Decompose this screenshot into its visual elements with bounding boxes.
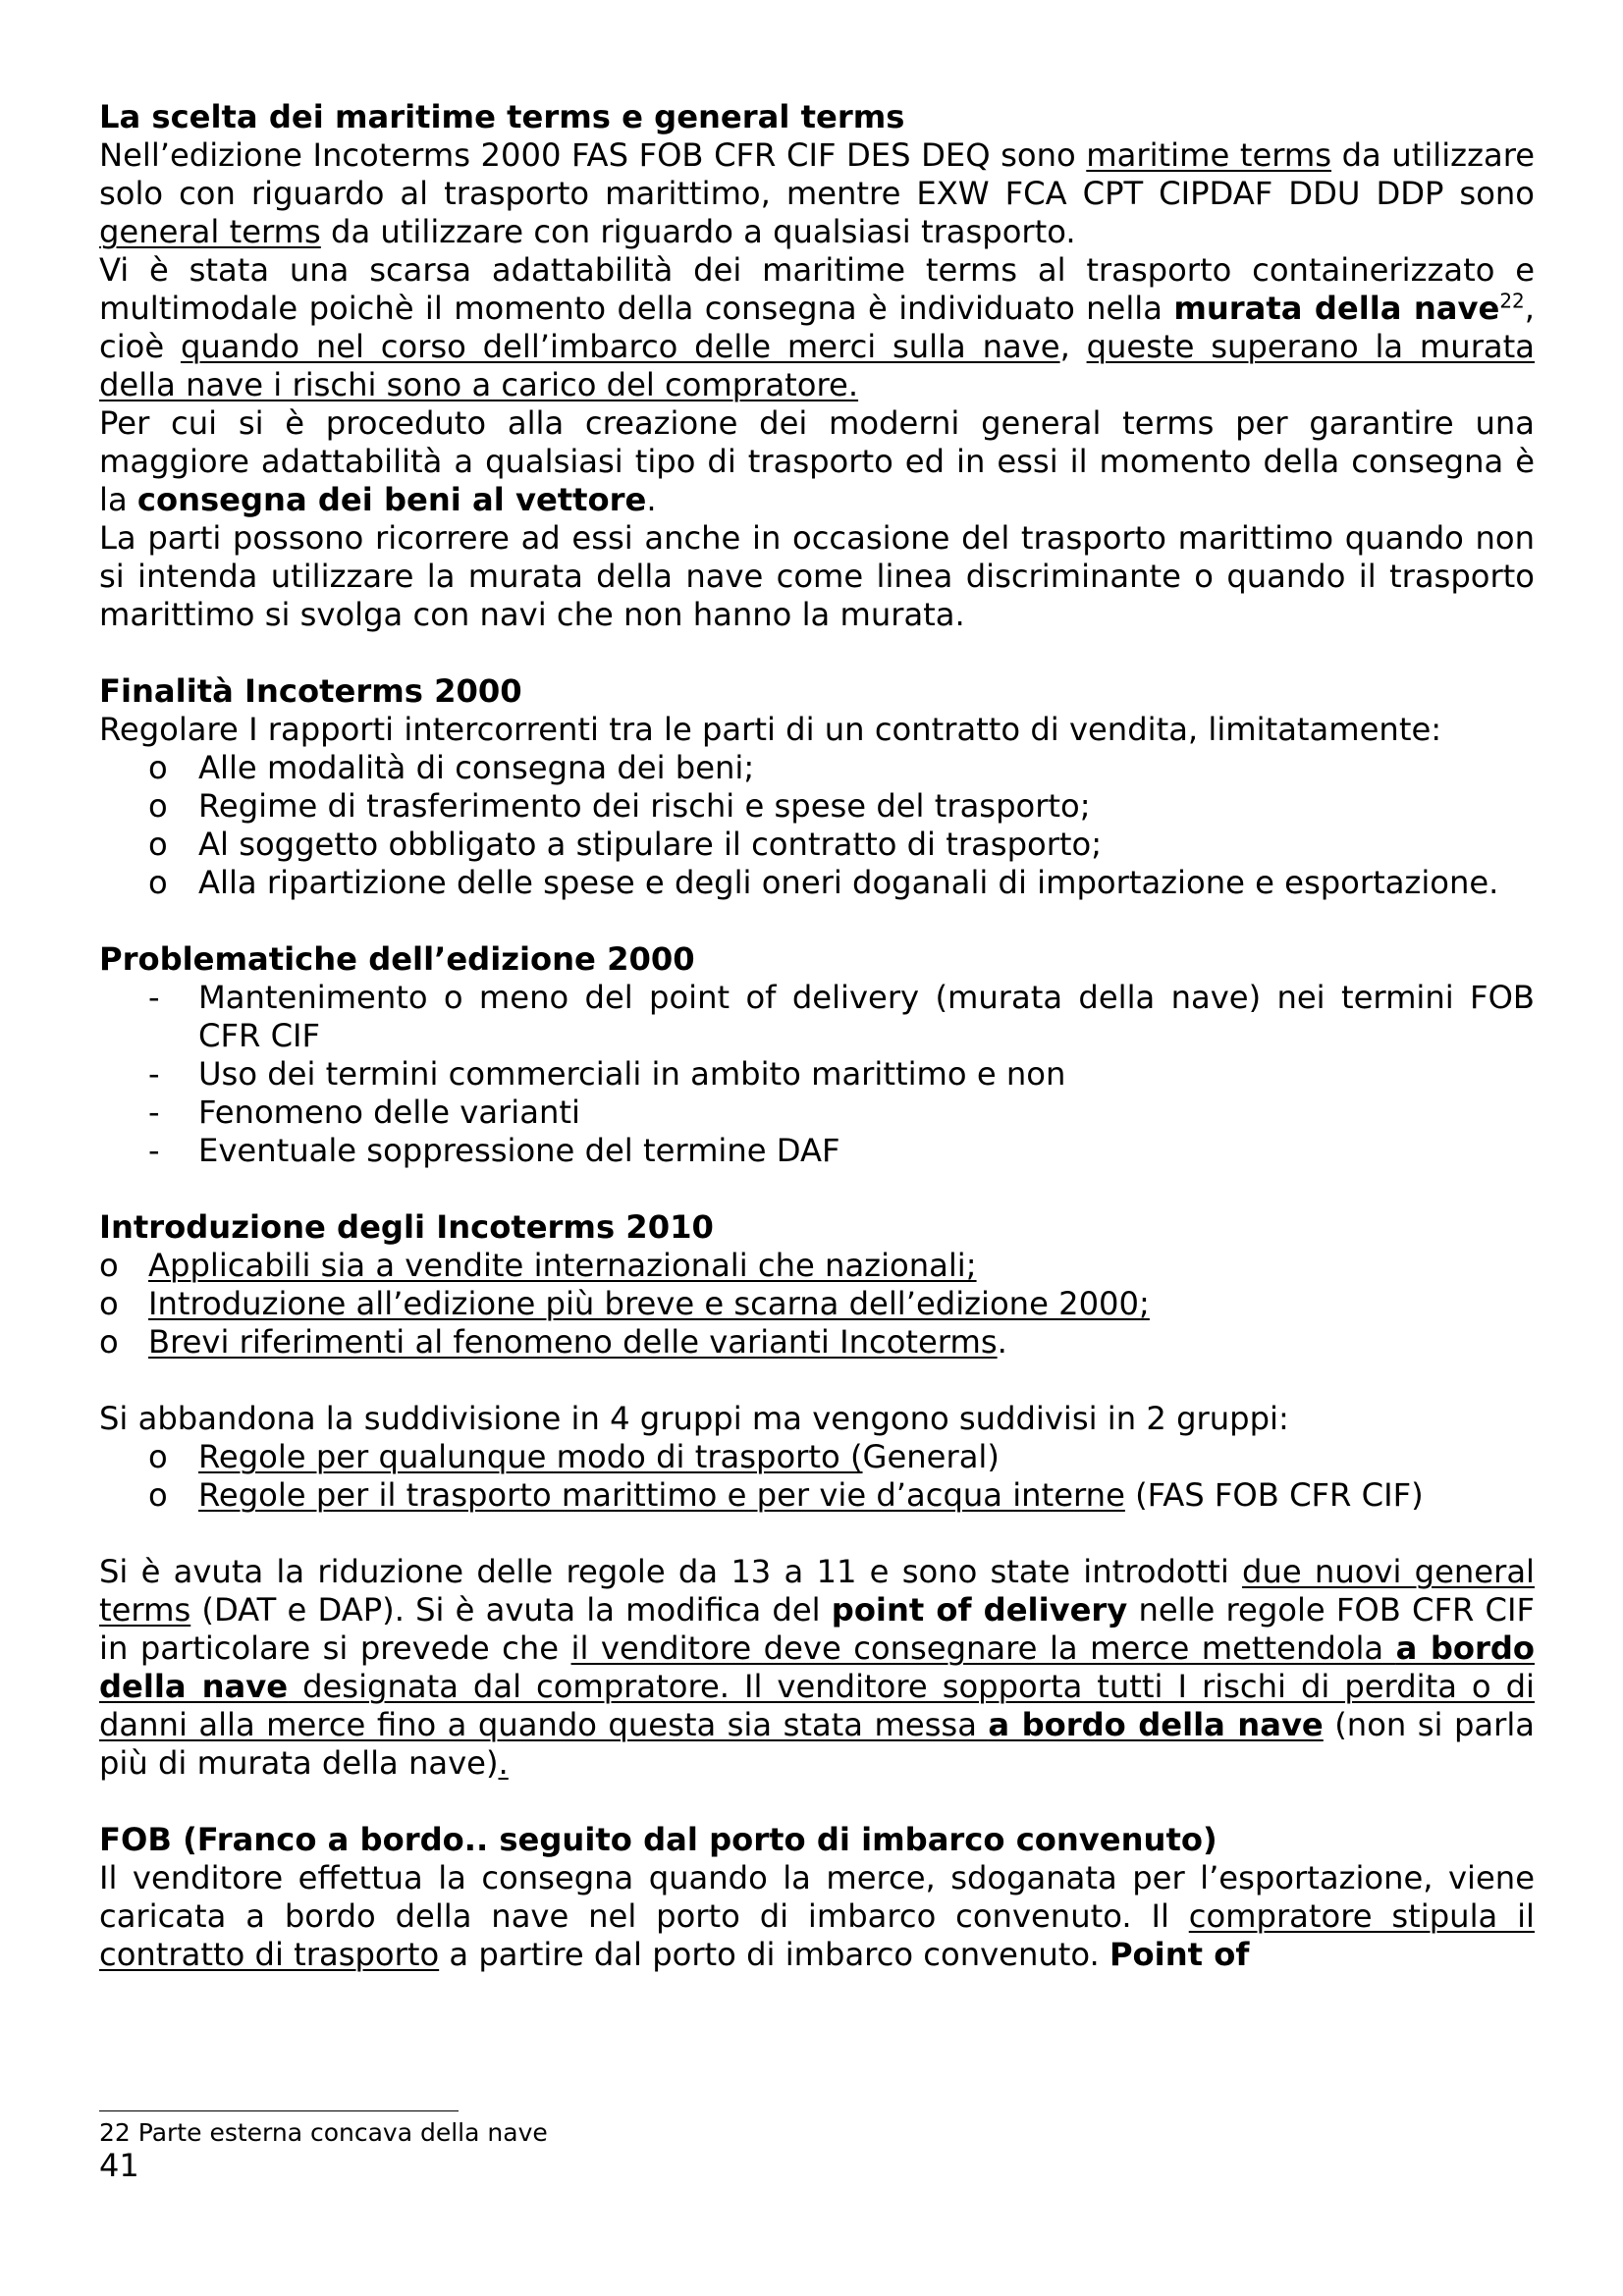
section-title-fob: FOB (Franco a bordo.. seguito dal porto di imbarco convenuto): [99, 1821, 1217, 1858]
section-title-problematiche: Problematiche dell’edizione 2000: [99, 940, 695, 978]
footnote-ref: 22: [1499, 289, 1525, 313]
section-title-finalita: Finalità Incoterms 2000: [99, 672, 522, 710]
paragraph-fob: Il venditore effettua la consegna quando la merce, sdoganata per l’esportazione, viene caricata a bordo della nave nel porto di imbarco convenuto. Il compratore stipula il contratto di trasporto a partire dal porto di imbarco convenuto. Point of: [99, 1859, 1535, 1973]
paragraph-finalita-intro: Regolare I rapporti intercorrenti tra le parti di un contratto di vendita, limitatamente:: [99, 711, 1442, 748]
list-item: o Regole per il trasporto marittimo e per vie d’acqua interne (FAS FOB CFR CIF): [148, 1476, 1424, 1514]
section-title-maritime-general-terms: La scelta dei maritime terms e general terms: [99, 98, 905, 135]
list-item: o Alle modalità di consegna dei beni;: [148, 749, 755, 786]
list-item: o Regime di trasferimento dei rischi e spese del trasporto;: [148, 787, 1091, 825]
finalita-list: [99, 749, 1535, 902]
footnote-text: 22 Parte esterna concava della nave: [99, 2118, 548, 2147]
list-item: - Eventuale soppressione del termine DAF: [148, 1132, 840, 1169]
paragraph-adattabilita: Vi è stata una scarsa adattabilità dei maritime terms al trasporto containerizzato e multimodale poichè il momento della consegna è individuato nella murata della nave$^{22}$, cioè quando nel corso dell’imbarco delle merci sulla nave, queste superano la murata della nave i rischi sono a carico del compratore.: [99, 251, 1535, 403]
incoterms-2010-list: [99, 1247, 1535, 1362]
list-item: o Applicabili sia a vendite internazionali che nazionali;: [99, 1247, 977, 1284]
paragraph-riduzione-regole: Si è avuta la riduzione delle regole da 13 a 11 e sono state introdotti due nuovi general terms (DAT e DAP). Si è avuta la modifica del point of delivery nelle regole FOB CFR CIF in particolare si prevede che il venditore deve consegnare la merce mettendola a bordo della nave designata dal compratore. Il venditore sopporta tutti I rischi di perdita o di danni alla merce fino a quando questa sia stata messa a bordo della nave (non si parla più di murata della nave).: [99, 1553, 1536, 1782]
page-number: 41: [99, 2147, 139, 2184]
list-item: - Uso dei termini commerciali in ambito marittimo e non: [148, 1055, 1066, 1093]
problematiche-list: [99, 979, 1535, 1170]
list-item: o Al soggetto obbligato a stipulare il contratto di trasporto;: [148, 826, 1103, 863]
paragraph-incoterms-2000: Nell’edizione Incoterms 2000 FAS FOB CFR CIF DES DEQ sono maritime terms da utilizzare solo con riguardo al trasporto marittimo, mentre EXW FCA CPT CIPDAF DDU DDP sono general terms da utilizzare con riguardo a qualsiasi trasporto.: [99, 136, 1536, 250]
list-item: o Regole per qualunque modo di trasporto (General): [148, 1438, 1000, 1475]
list-item: o Alla ripartizione delle spese e degli oneri doganali di importazione e esportazione.: [148, 864, 1499, 901]
paragraph-parti: La parti possono ricorrere ad essi anche in occasione del trasporto marittimo quando non si intenda utilizzare la murata della nave come linea discriminante o quando il trasporto marittimo si svolga con navi che non hanno la murata.: [99, 519, 1535, 633]
document-page: [99, 98, 1535, 1974]
paragraph-general-terms: Per cui si è proceduto alla creazione dei moderni general terms per garantire una maggiore adattabilità a qualsiasi tipo di trasporto ed in essi il momento della consegna è la consegna dei beni al vettore.: [99, 404, 1535, 518]
list-item: o Introduzione all’edizione più breve e scarna dell’edizione 2000;: [99, 1285, 1150, 1322]
section-title-incoterms-2010: Introduzione degli Incoterms 2010: [99, 1208, 714, 1246]
gruppi-list: [99, 1438, 1535, 1515]
footnote-separator: [99, 2110, 459, 2111]
paragraph-gruppi: Si abbandona la suddivisione in 4 gruppi ma vengono suddivisi in 2 gruppi:: [99, 1400, 1289, 1437]
list-item: o Brevi riferimenti al fenomeno delle varianti Incoterms.: [99, 1323, 1007, 1361]
list-item: - Mantenimento o meno del point of delivery (murata della nave) nei termini FOB CFR CIF: [148, 979, 1535, 1054]
list-item: - Fenomeno delle varianti: [148, 1094, 580, 1131]
